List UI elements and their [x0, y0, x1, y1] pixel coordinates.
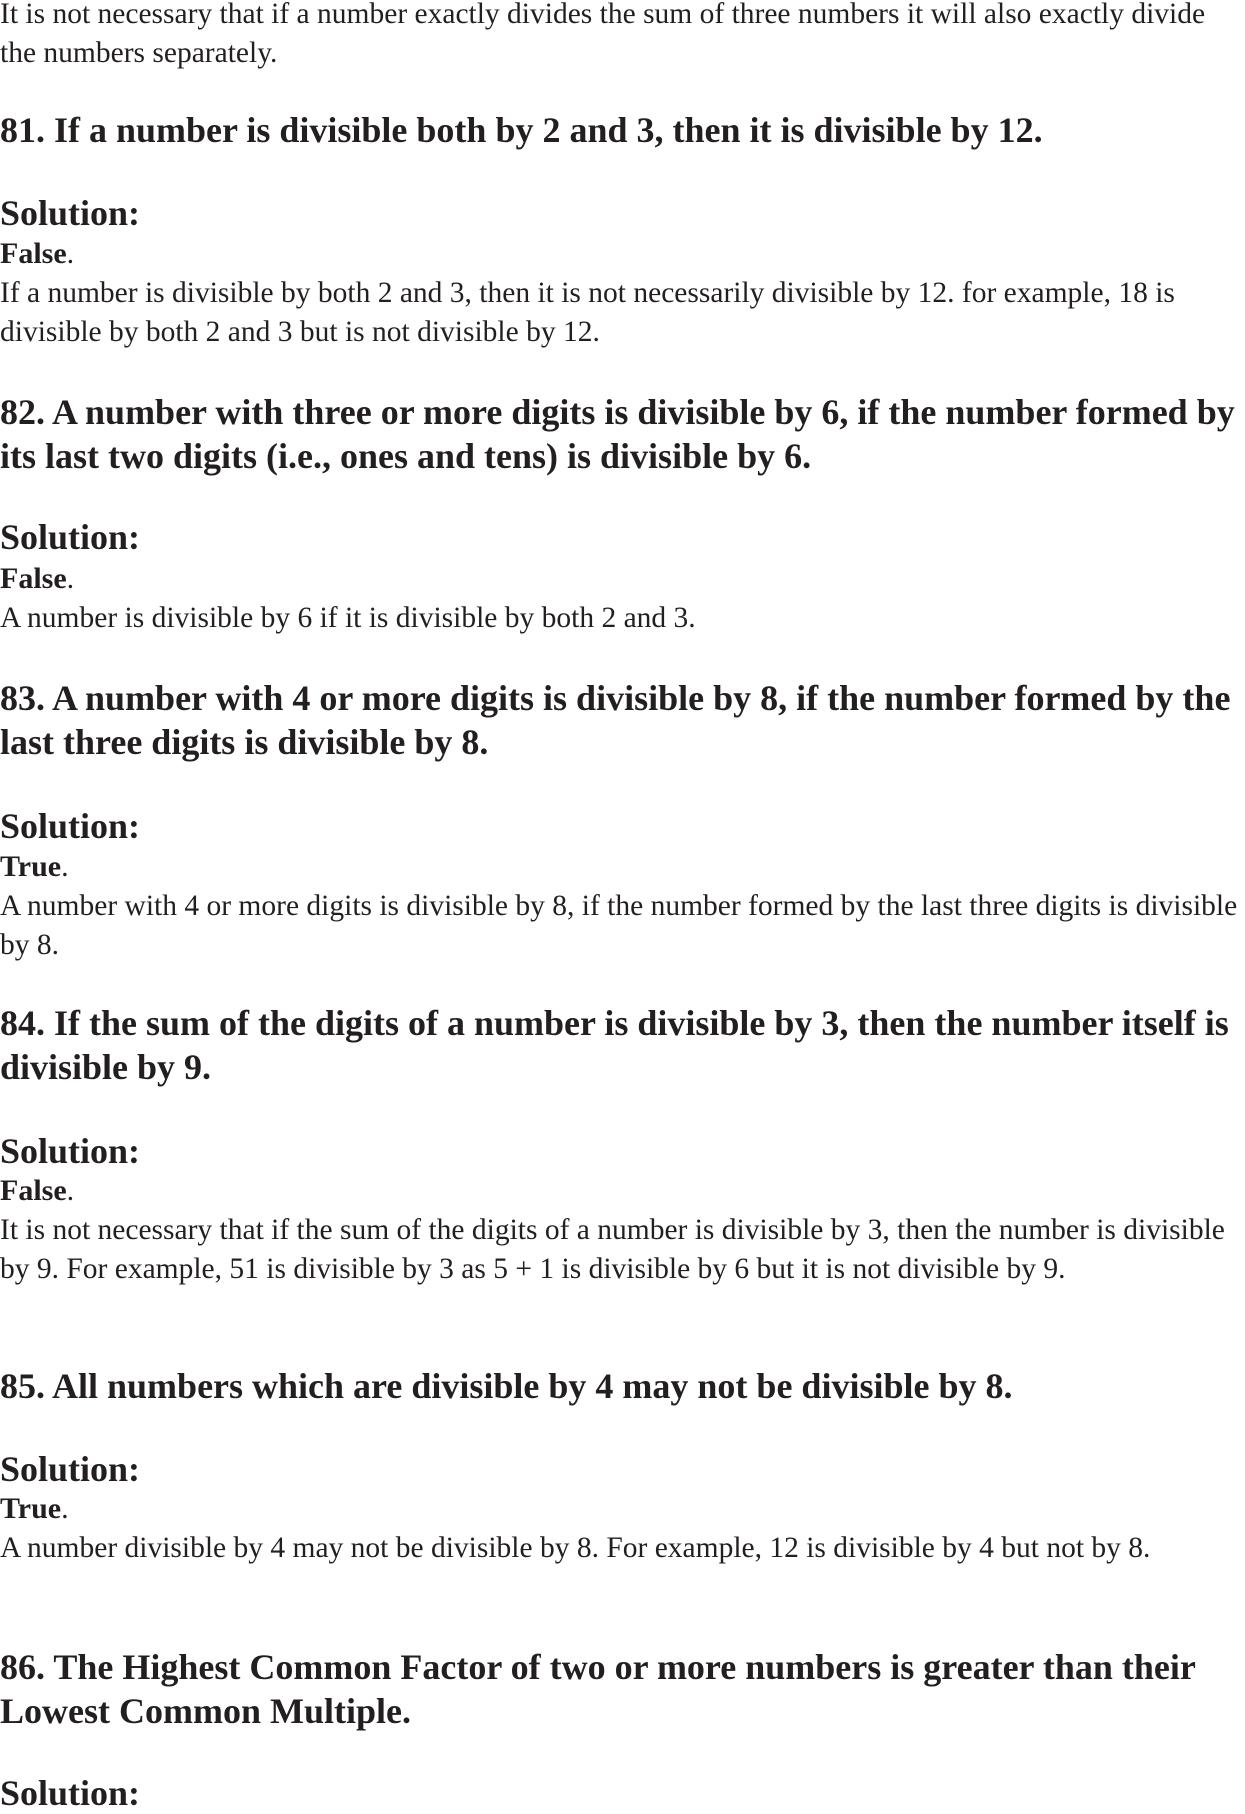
answer-85: True.	[0, 1492, 69, 1525]
solution-label: Solution:	[0, 517, 141, 557]
question-85: 85. All numbers which are divisible by 4 may not be divisible by 8.	[0, 1366, 1013, 1406]
intro-text: It is not necessary that if a number exactly divides the sum of three numbers it will also exactly divide the numbers separately.	[0, 0, 1206, 69]
explanation-85: A number divisible by 4 may not be divisible by 8. For example, 12 is divisible by 4 but not by 8.	[0, 1532, 1151, 1564]
solution-label: Solution:	[0, 806, 141, 846]
answer-83: True.	[0, 850, 69, 883]
explanation-84: It is not necessary that if the sum of the digits of a number is divisible by 3, then the number is divisible by 9. For example, 51 is divisible by 3 as 5 + 1 is divisible by 6 but it is not divisible by 9.	[0, 1214, 1225, 1285]
question-83: 83. A number with 4 or more digits is divisible by 8, if the number formed by the last three digits is divisible by 8.	[0, 678, 1231, 762]
answer-value: True	[0, 1492, 62, 1525]
answer-value: False	[0, 237, 67, 270]
solution-label: Solution:	[0, 1449, 141, 1489]
answer-81: False.	[0, 237, 75, 270]
solution-label: Solution:	[0, 1131, 141, 1171]
solution-label: Solution:	[0, 193, 141, 233]
answer-value: True	[0, 850, 62, 883]
question-86: 86. The Highest Common Factor of two or more numbers is greater than their Lowest Common Multiple.	[0, 1647, 1196, 1731]
answer-value: False	[0, 1174, 67, 1207]
answer-82: False.	[0, 562, 75, 595]
explanation-83: A number with 4 or more digits is divisible by 8, if the number formed by the last three digits is divisible by 8.	[0, 890, 1238, 961]
question-81: 81. If a number is divisible both by 2 and 3, then it is divisible by 12.	[0, 110, 1043, 150]
question-84: 84. If the sum of the digits of a number is divisible by 3, then the number itself is divisible by 9.	[0, 1003, 1229, 1087]
question-82: 82. A number with three or more digits is divisible by 6, if the number formed by its last two digits (i.e., ones and tens) is divisible by 6.	[0, 392, 1235, 476]
explanation-82: A number is divisible by 6 if it is divisible by both 2 and 3.	[0, 602, 696, 634]
answer-value: False	[0, 562, 67, 595]
answer-84: False.	[0, 1174, 75, 1207]
solution-label: Solution:	[0, 1773, 141, 1813]
explanation-81: If a number is divisible by both 2 and 3, then it is not necessarily divisible by 12. for example, 18 is divisible by both 2 and 3 but is not divisible by 12.	[0, 277, 1175, 348]
